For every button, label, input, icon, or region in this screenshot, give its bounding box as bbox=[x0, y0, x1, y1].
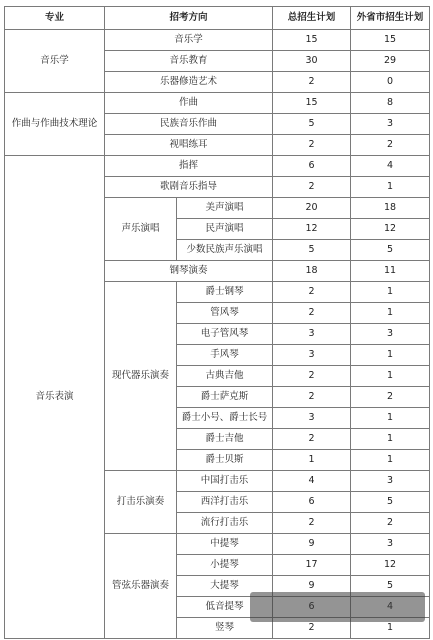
direction-cell: 爵士萨克斯 bbox=[177, 387, 273, 408]
out-of-province-plan-cell: 12 bbox=[351, 219, 430, 240]
out-of-province-plan-cell: 5 bbox=[351, 492, 430, 513]
total-plan-cell: 9 bbox=[273, 576, 351, 597]
total-plan-cell: 12 bbox=[273, 219, 351, 240]
total-plan-cell: 2 bbox=[273, 366, 351, 387]
total-plan-cell: 2 bbox=[273, 618, 351, 639]
header-row bbox=[5, 7, 430, 30]
header-total: 总招生计划 bbox=[273, 7, 351, 30]
direction-cell: 中提琴 bbox=[177, 534, 273, 555]
total-plan-cell: 30 bbox=[273, 51, 351, 72]
direction-cell: 视唱练耳 bbox=[105, 135, 273, 156]
out-of-province-plan-cell: 1 bbox=[351, 282, 430, 303]
major-name-cell: 作曲与作曲技术理论 bbox=[5, 93, 105, 156]
direction-cell: 少数民族声乐演唱 bbox=[177, 240, 273, 261]
out-of-province-plan-cell: 15 bbox=[351, 30, 430, 51]
direction-cell: 管风琴 bbox=[177, 303, 273, 324]
table-row bbox=[5, 93, 430, 114]
direction-cell: 爵士吉他 bbox=[177, 429, 273, 450]
direction-cell: 美声演唱 bbox=[177, 198, 273, 219]
out-of-province-plan-cell: 5 bbox=[351, 240, 430, 261]
direction-cell: 音乐教育 bbox=[105, 51, 273, 72]
direction-cell: 钢琴演奏 bbox=[105, 261, 273, 282]
total-plan-cell: 18 bbox=[273, 261, 351, 282]
total-plan-cell: 2 bbox=[273, 513, 351, 534]
direction-cell: 爵士钢琴 bbox=[177, 282, 273, 303]
out-of-province-plan-cell: 1 bbox=[351, 408, 430, 429]
total-plan-cell: 3 bbox=[273, 324, 351, 345]
direction-cell: 民声演唱 bbox=[177, 219, 273, 240]
out-of-province-plan-cell: 29 bbox=[351, 51, 430, 72]
total-plan-cell: 1 bbox=[273, 450, 351, 471]
total-plan-cell: 9 bbox=[273, 534, 351, 555]
out-of-province-plan-cell: 1 bbox=[351, 303, 430, 324]
out-of-province-plan-cell: 18 bbox=[351, 198, 430, 219]
total-plan-cell: 15 bbox=[273, 30, 351, 51]
direction-cell: 爵士贝斯 bbox=[177, 450, 273, 471]
out-of-province-plan-cell: 3 bbox=[351, 324, 430, 345]
table-row bbox=[5, 30, 430, 51]
direction-group-cell: 声乐演唱 bbox=[105, 198, 177, 261]
total-plan-cell: 3 bbox=[273, 408, 351, 429]
direction-cell: 大提琴 bbox=[177, 576, 273, 597]
total-plan-cell: 5 bbox=[273, 114, 351, 135]
out-of-province-plan-cell: 4 bbox=[351, 156, 430, 177]
direction-cell: 古典吉他 bbox=[177, 366, 273, 387]
out-of-province-plan-cell: 1 bbox=[351, 450, 430, 471]
direction-cell: 音乐学 bbox=[105, 30, 273, 51]
direction-cell: 电子管风琴 bbox=[177, 324, 273, 345]
out-of-province-plan-cell: 11 bbox=[351, 261, 430, 282]
total-plan-cell: 6 bbox=[273, 156, 351, 177]
direction-group-cell: 打击乐演奏 bbox=[105, 471, 177, 534]
out-of-province-plan-cell: 1 bbox=[351, 429, 430, 450]
total-plan-cell: 2 bbox=[273, 303, 351, 324]
total-plan-cell: 17 bbox=[273, 555, 351, 576]
out-of-province-plan-cell: 0 bbox=[351, 72, 430, 93]
total-plan-cell: 6 bbox=[273, 492, 351, 513]
out-of-province-plan-cell: 3 bbox=[351, 534, 430, 555]
out-of-province-plan-cell: 2 bbox=[351, 513, 430, 534]
out-of-province-plan-cell: 8 bbox=[351, 93, 430, 114]
out-of-province-plan-cell: 2 bbox=[351, 135, 430, 156]
header-direction: 招考方向 bbox=[105, 7, 273, 30]
total-plan-cell: 2 bbox=[273, 177, 351, 198]
direction-cell: 竖琴 bbox=[177, 618, 273, 639]
total-plan-cell: 5 bbox=[273, 240, 351, 261]
total-plan-cell: 20 bbox=[273, 198, 351, 219]
direction-cell: 小提琴 bbox=[177, 555, 273, 576]
total-plan-cell: 2 bbox=[273, 135, 351, 156]
direction-cell: 低音提琴 bbox=[177, 597, 273, 618]
total-plan-cell: 2 bbox=[273, 282, 351, 303]
total-plan-cell: 4 bbox=[273, 471, 351, 492]
total-plan-cell: 3 bbox=[273, 345, 351, 366]
direction-group-cell: 管弦乐器演奏 bbox=[105, 534, 177, 639]
out-of-province-plan-cell: 1 bbox=[351, 618, 430, 639]
table-row bbox=[5, 156, 430, 177]
direction-cell: 爵士小号、爵士长号 bbox=[177, 408, 273, 429]
out-of-province-plan-cell: 3 bbox=[351, 114, 430, 135]
direction-cell: 民族音乐作曲 bbox=[105, 114, 273, 135]
total-plan-cell: 2 bbox=[273, 387, 351, 408]
direction-cell: 乐器修造艺术 bbox=[105, 72, 273, 93]
total-plan-cell: 2 bbox=[273, 72, 351, 93]
direction-cell: 作曲 bbox=[105, 93, 273, 114]
enrollment-plan-table bbox=[4, 6, 430, 639]
direction-group-cell: 现代器乐演奏 bbox=[105, 282, 177, 471]
out-of-province-plan-cell: 2 bbox=[351, 387, 430, 408]
header-out-of-province: 外省市招生计划 bbox=[351, 7, 430, 30]
out-of-province-plan-cell: 1 bbox=[351, 177, 430, 198]
direction-cell: 手风琴 bbox=[177, 345, 273, 366]
watermark-overlay bbox=[250, 592, 425, 622]
direction-cell: 指挥 bbox=[105, 156, 273, 177]
direction-cell: 歌剧音乐指导 bbox=[105, 177, 273, 198]
direction-cell: 中国打击乐 bbox=[177, 471, 273, 492]
total-plan-cell: 2 bbox=[273, 429, 351, 450]
table-body bbox=[5, 7, 430, 639]
major-name-cell: 音乐学 bbox=[5, 30, 105, 93]
major-name-cell: 音乐表演 bbox=[5, 156, 105, 639]
out-of-province-plan-cell: 5 bbox=[351, 576, 430, 597]
out-of-province-plan-cell: 3 bbox=[351, 471, 430, 492]
out-of-province-plan-cell: 1 bbox=[351, 345, 430, 366]
direction-cell: 西洋打击乐 bbox=[177, 492, 273, 513]
out-of-province-plan-cell: 12 bbox=[351, 555, 430, 576]
header-major: 专业 bbox=[5, 7, 105, 30]
total-plan-cell: 15 bbox=[273, 93, 351, 114]
direction-cell: 流行打击乐 bbox=[177, 513, 273, 534]
out-of-province-plan-cell: 1 bbox=[351, 366, 430, 387]
